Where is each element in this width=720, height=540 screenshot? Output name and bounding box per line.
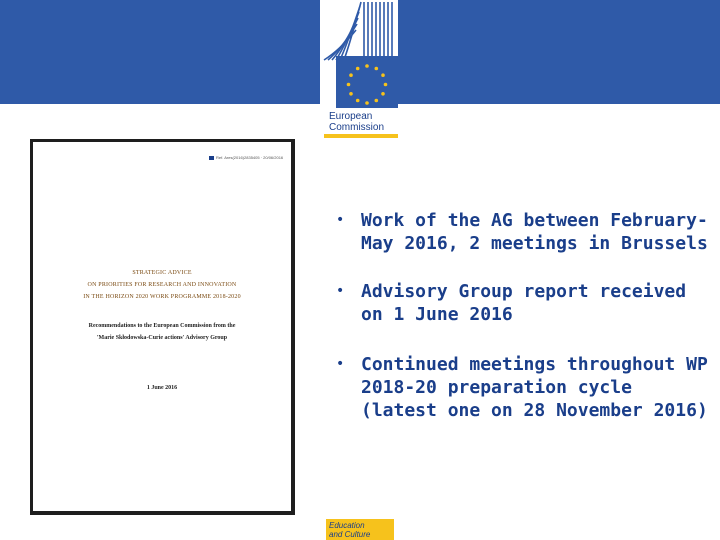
- document-title-line-3: IN THE HORIZON 2020 WORK PROGRAMME 2018-2020: [83, 294, 241, 300]
- logo-line-european: European: [329, 111, 373, 122]
- bullet-list: [336, 209, 716, 422]
- logo-accent-bar: [324, 134, 398, 138]
- report-cover-image: [30, 139, 295, 515]
- document-title-line-2: ON PRIORITIES FOR RESEARCH AND INNOVATION: [87, 282, 237, 288]
- document-recommendation-line-2: 'Marie Skłodowska-Curie actions' Advisory Group: [96, 335, 228, 341]
- dg-education-culture-badge: [326, 519, 394, 540]
- berlaymont-building-icon: [320, 0, 398, 108]
- bullet-item: • Work of the AG between February-May 2016, 2 meetings in Brussels: [336, 209, 716, 255]
- document-recommendation-line-1: Recommendations to the European Commission from the: [88, 323, 236, 329]
- document-date: 1 June 2016: [146, 385, 178, 391]
- document-title-line-1: STRATEGIC ADVICE: [132, 270, 192, 276]
- logo-line-commission: Commission: [329, 122, 385, 133]
- bullet-item: • Advisory Group report received on 1 June 2016: [336, 280, 716, 326]
- document-reference-text: Ref. Ares(2016)2835405 · 20/06/2016: [216, 155, 284, 160]
- flag-icon: [209, 156, 214, 160]
- logo-wordmark: [329, 111, 384, 133]
- document-reference: [209, 155, 283, 160]
- footer-line-1: Education: [329, 521, 365, 530]
- footer-line-2: and Culture: [329, 530, 371, 539]
- bullet-item: • Continued meetings throughout WP 2018-20 preparation cycle (latest one on 28 November 2016): [336, 353, 716, 422]
